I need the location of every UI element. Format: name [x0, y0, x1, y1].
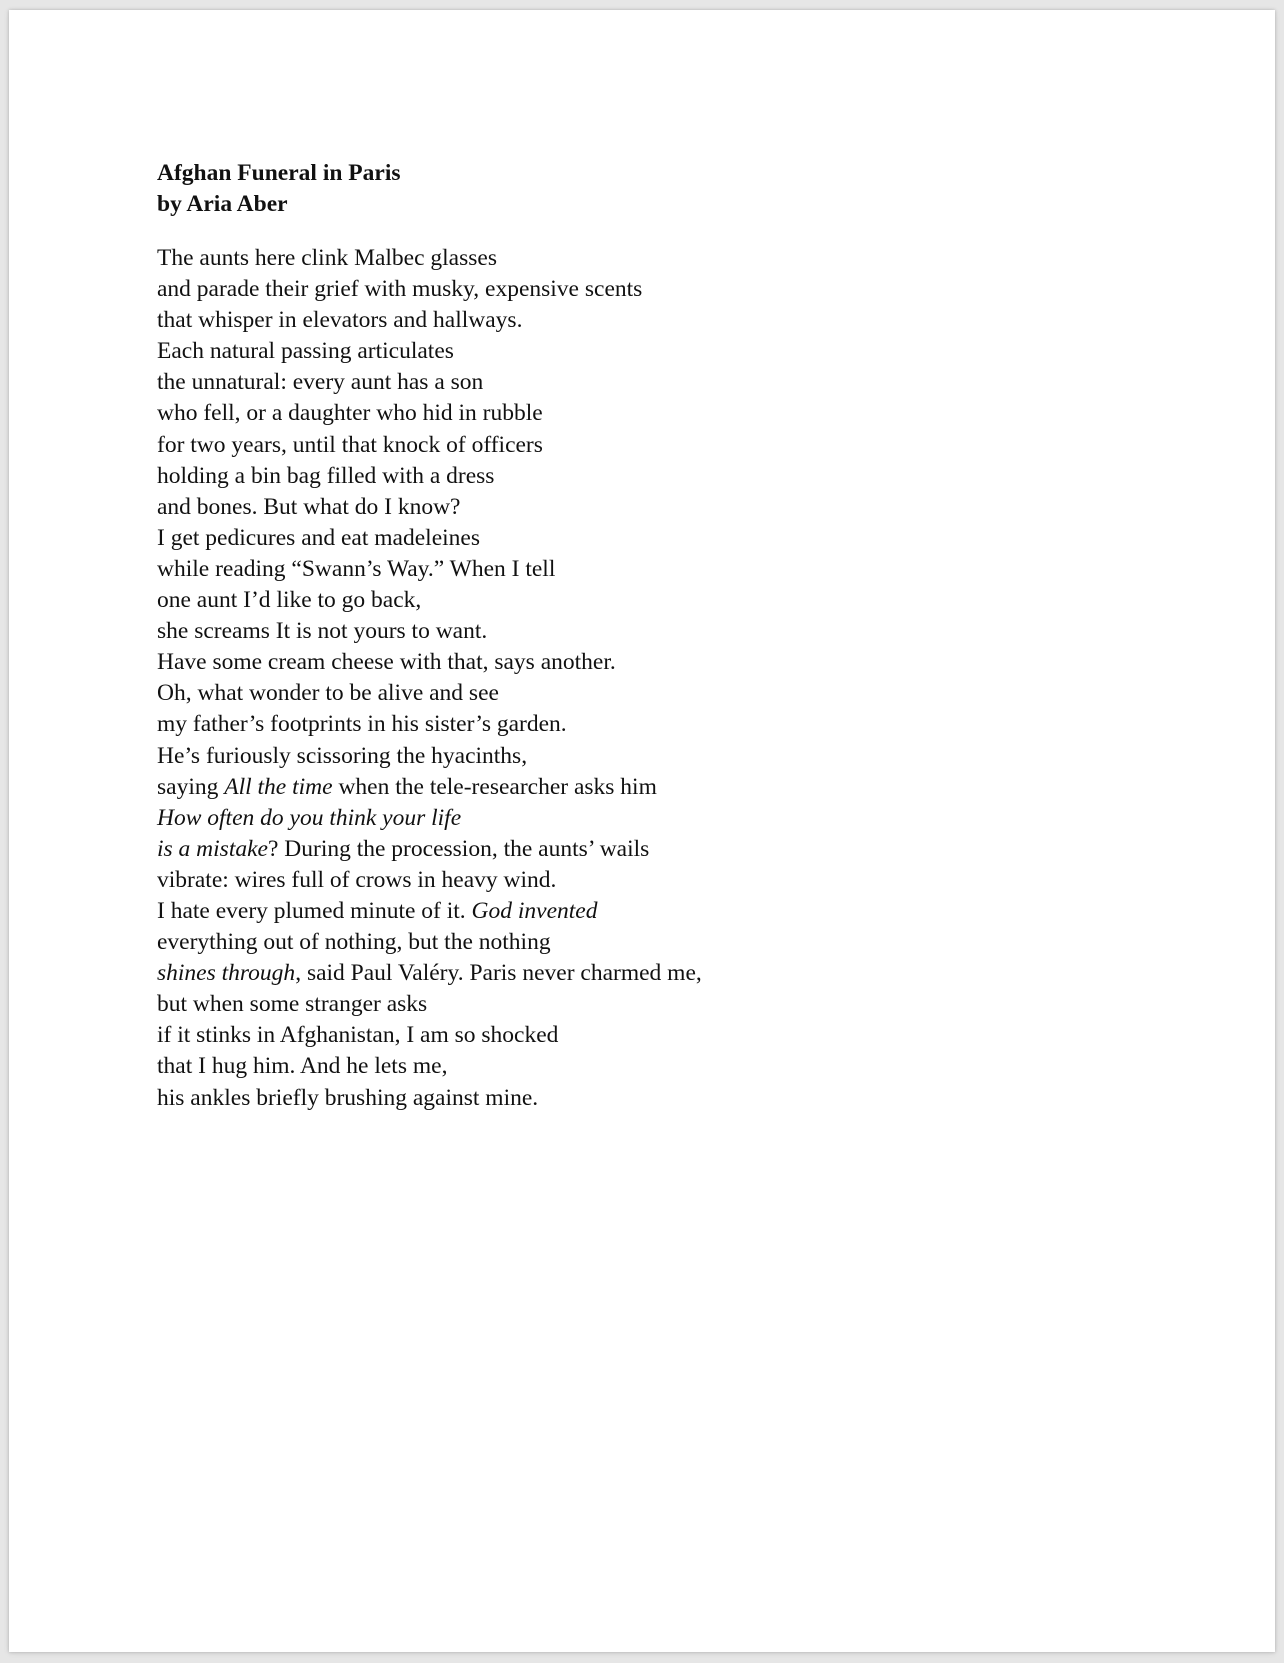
- poem-line: [157, 616, 702, 647]
- poem-line-text: The aunts here clink Malbec glasses: [157, 245, 497, 271]
- poem-line: [157, 772, 702, 803]
- poem-line: [157, 398, 702, 429]
- poem-title: Afghan Funeral in Paris: [157, 160, 401, 186]
- poem-line: [157, 274, 702, 305]
- poem-line-text: that I hug him. And he lets me,: [157, 1053, 448, 1080]
- poem-line-text: she screams It is not yours to want.: [157, 618, 488, 645]
- poem-line: [157, 585, 702, 616]
- poem-line: [157, 958, 702, 989]
- poem-line-text: and parade their grief with musky, expensive scents: [157, 276, 643, 303]
- poem-line-text: everything out of nothing, but the nothing: [157, 929, 551, 956]
- poem-line: [157, 430, 702, 461]
- poem-line: [157, 865, 702, 896]
- poem-line-text: and bones. But what do I know?: [157, 493, 461, 520]
- poem-line: [157, 554, 702, 585]
- poem-line: [157, 709, 702, 740]
- poem-line: [157, 305, 702, 336]
- poem-line-text: my father’s footprints in his sister’s garden.: [157, 711, 567, 738]
- poem-line: [157, 678, 702, 709]
- poem-line-text: He’s furiously scissoring the hyacinths,: [157, 742, 528, 769]
- poem-line-text: Have some cream cheese with that, says another.: [157, 649, 616, 676]
- poem-header: [157, 158, 401, 220]
- poem-line-text: ? During the procession, the aunts’ wails: [267, 835, 650, 862]
- poem-line-text: I hate every plumed minute of it.: [157, 897, 472, 924]
- poem-author: by Aria Aber: [157, 191, 288, 217]
- poem-line: [157, 1051, 702, 1082]
- poem-line-text: if it stinks in Afghanistan, I am so shocked: [157, 1022, 559, 1049]
- poem-line-text: that whisper in elevators and hallways.: [157, 307, 523, 334]
- poem-line: [157, 461, 702, 492]
- poem-line-text: the unnatural: every aunt has a son: [157, 369, 484, 396]
- poem-line-italic-text: is a mistake: [157, 835, 268, 862]
- poem-line-italic-text: God invented: [471, 897, 598, 924]
- poem-line-italic-text: shines through: [157, 960, 296, 987]
- poem-line: [157, 896, 702, 927]
- poem-line-text: when the tele-researcher asks him: [332, 773, 657, 800]
- poem-line-text: , said Paul Valéry. Paris never charmed me,: [295, 960, 702, 987]
- poem-line: [157, 803, 702, 834]
- poem-line-text: for two years, until that knock of officers: [157, 431, 543, 458]
- poem-line-text: Each natural passing articulates: [157, 338, 454, 365]
- poem-line: [157, 989, 702, 1020]
- poem-line-text: Oh, what wonder to be alive and see: [157, 680, 499, 707]
- poem-line: [157, 243, 702, 274]
- poem-line-italic-text: All the time: [224, 773, 333, 800]
- poem-line-text: one aunt I’d like to go back,: [157, 587, 422, 614]
- poem-line: [157, 1083, 702, 1114]
- poem-line: [157, 834, 702, 865]
- poem-line-text: vibrate: wires full of crows in heavy wind.: [157, 866, 557, 893]
- poem-line-text: saying: [157, 773, 225, 800]
- poem-line-text: who fell, or a daughter who hid in rubble: [157, 400, 543, 427]
- poem-line-text: holding a bin bag filled with a dress: [157, 462, 495, 489]
- poem-line: [157, 523, 702, 554]
- poem-line: [157, 647, 702, 678]
- poem-line: [157, 741, 702, 772]
- poem-body: [157, 243, 702, 1114]
- poem-line-text: I get pedicures and eat madeleines: [157, 524, 480, 551]
- poem-line-text: his ankles briefly brushing against mine.: [157, 1084, 539, 1111]
- poem-line: [157, 367, 702, 398]
- poem-line-text: while reading “Swann’s Way.” When I tell: [157, 555, 556, 582]
- poem-line: [157, 927, 702, 958]
- poem-line-italic-text: How often do you think your life: [157, 804, 462, 831]
- poem-line: [157, 336, 702, 367]
- document-page: [9, 10, 1275, 1652]
- poem-line-text: but when some stranger asks: [157, 991, 428, 1018]
- poem-line: [157, 1020, 702, 1051]
- poem-line: [157, 492, 702, 523]
